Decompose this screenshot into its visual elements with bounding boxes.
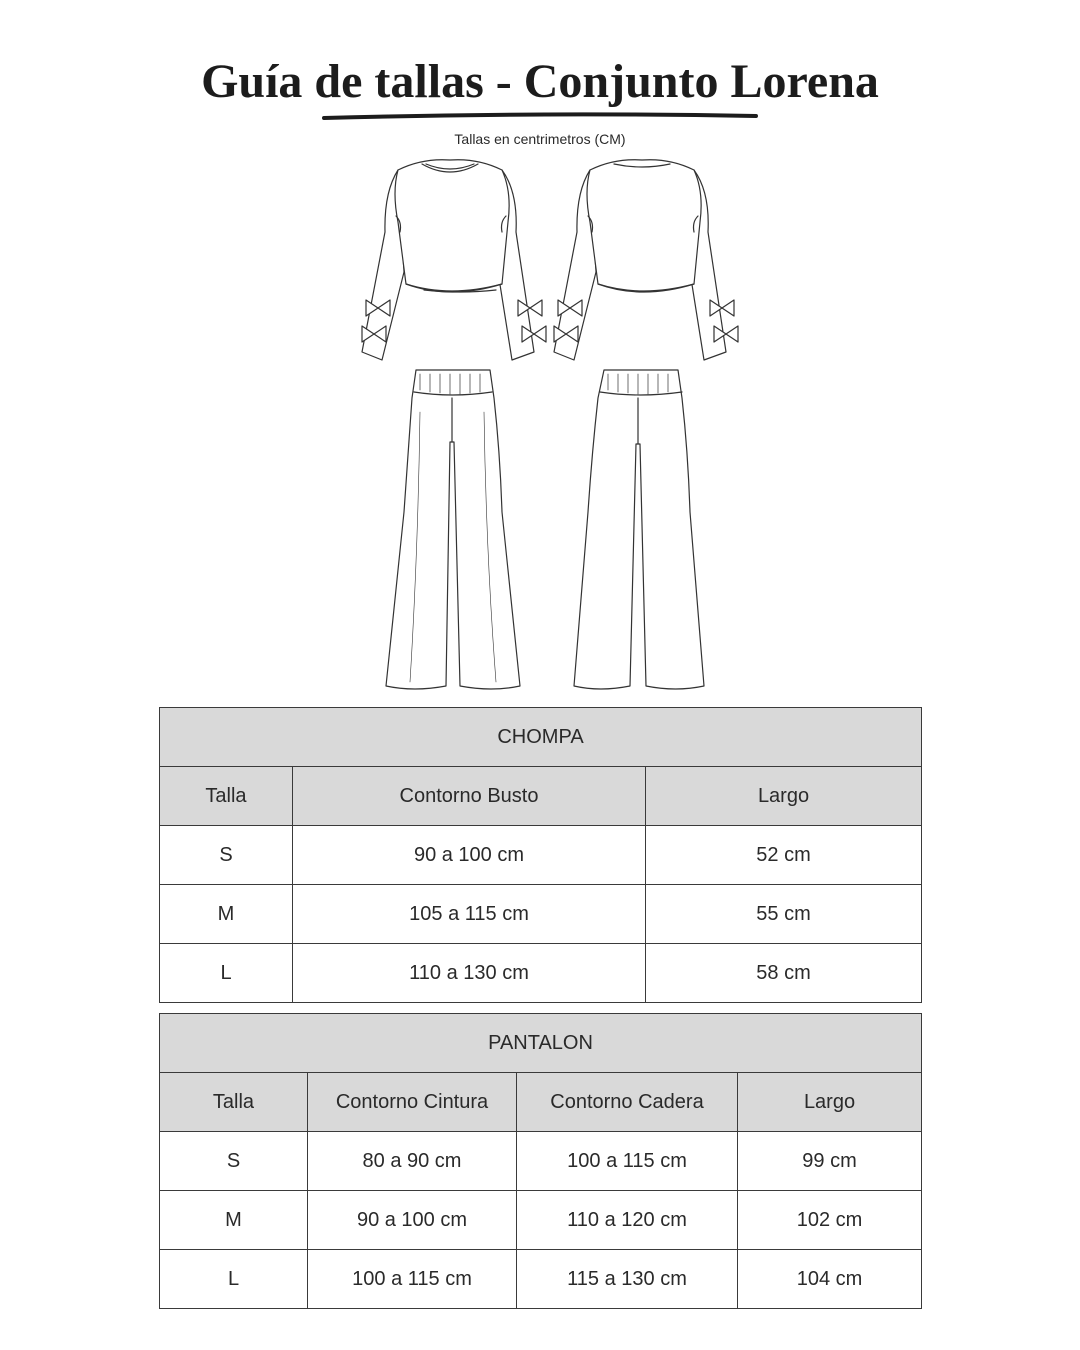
pantalon-size-table bbox=[159, 1013, 922, 1309]
table-cell: M bbox=[160, 885, 293, 944]
table-cell: L bbox=[160, 944, 293, 1003]
chompa-section-label: CHOMPA bbox=[160, 708, 922, 767]
page-subtitle: Tallas en centrimetros (CM) bbox=[454, 131, 626, 147]
sweater-front-icon bbox=[362, 160, 546, 360]
table-cell: 115 a 130 cm bbox=[517, 1250, 738, 1309]
table-cell: L bbox=[160, 1250, 308, 1309]
table-cell: 52 cm bbox=[646, 826, 922, 885]
table-section-row bbox=[160, 1014, 922, 1073]
table-cell: 110 a 120 cm bbox=[517, 1191, 738, 1250]
table-section-row bbox=[160, 708, 922, 767]
title-underline bbox=[0, 108, 1080, 128]
table-cell: 105 a 115 cm bbox=[293, 885, 646, 944]
column-header: Largo bbox=[646, 767, 922, 826]
table-cell: 80 a 90 cm bbox=[308, 1132, 517, 1191]
table-cell: 58 cm bbox=[646, 944, 922, 1003]
table-cell: 104 cm bbox=[738, 1250, 922, 1309]
table-cell: 90 a 100 cm bbox=[293, 826, 646, 885]
table-row bbox=[160, 826, 922, 885]
table-cell: 100 a 115 cm bbox=[517, 1132, 738, 1191]
table-header-row bbox=[160, 767, 922, 826]
pants-back-icon bbox=[574, 370, 704, 689]
table-row bbox=[160, 944, 922, 1003]
table-row bbox=[160, 1250, 922, 1309]
garment-illustration bbox=[340, 152, 740, 697]
table-cell: 99 cm bbox=[738, 1132, 922, 1191]
sweater-back-icon bbox=[554, 160, 738, 360]
table-cell: M bbox=[160, 1191, 308, 1250]
table-cell: 100 a 115 cm bbox=[308, 1250, 517, 1309]
table-header-row bbox=[160, 1073, 922, 1132]
column-header: Contorno Busto bbox=[293, 767, 646, 826]
table-cell: S bbox=[160, 1132, 308, 1191]
column-header: Contorno Cintura bbox=[308, 1073, 517, 1132]
column-header: Largo bbox=[738, 1073, 922, 1132]
table-row bbox=[160, 885, 922, 944]
column-header: Contorno Cadera bbox=[517, 1073, 738, 1132]
pantalon-section-label: PANTALON bbox=[160, 1014, 922, 1073]
pants-front-icon bbox=[386, 370, 520, 689]
table-cell: 102 cm bbox=[738, 1191, 922, 1250]
page-title: Guía de tallas - Conjunto Lorena bbox=[201, 55, 879, 108]
table-cell: S bbox=[160, 826, 293, 885]
column-header: Talla bbox=[160, 1073, 308, 1132]
chompa-size-table bbox=[159, 707, 922, 1003]
table-cell: 55 cm bbox=[646, 885, 922, 944]
column-header: Talla bbox=[160, 767, 293, 826]
table-row bbox=[160, 1132, 922, 1191]
table-cell: 90 a 100 cm bbox=[308, 1191, 517, 1250]
table-cell: 110 a 130 cm bbox=[293, 944, 646, 1003]
table-row bbox=[160, 1191, 922, 1250]
